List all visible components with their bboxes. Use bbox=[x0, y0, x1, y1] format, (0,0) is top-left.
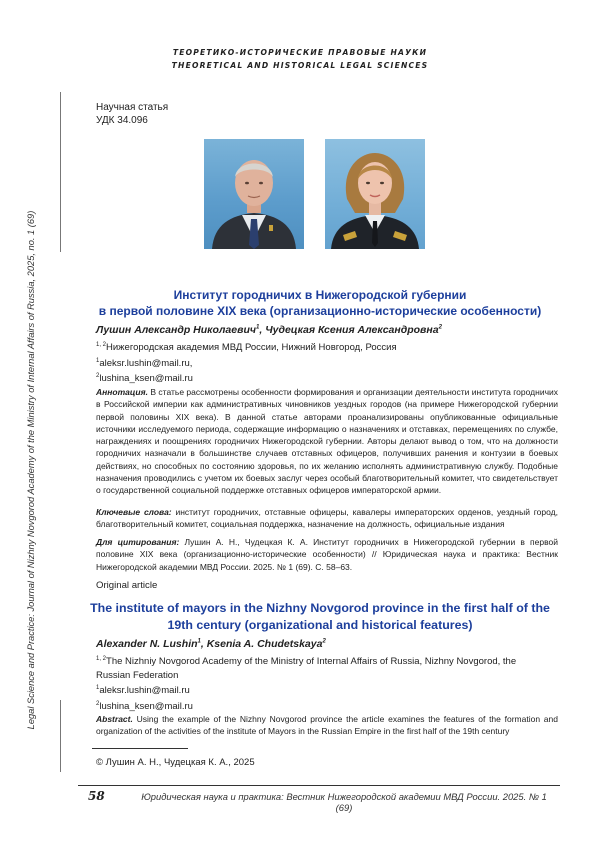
affiliation-en-org-line1: The Nizhniy Novgorod Academy of the Ministry of Internal Affairs of Russia, Nizhny Novgorod, the bbox=[106, 656, 517, 668]
side-rule-top bbox=[60, 92, 61, 252]
original-article-label: Original article bbox=[96, 580, 158, 591]
running-header bbox=[0, 46, 600, 72]
title-ru-line2: в первой половине XIX века (организационно-исторические особенности) bbox=[98, 304, 542, 318]
footer-rule bbox=[78, 785, 560, 786]
copyright-notice: © Лушин А. Н., Чудецкая К. А., 2025 bbox=[96, 757, 255, 768]
author-photo-lushin bbox=[204, 139, 304, 249]
citation-ru-text: Лушин А. Н., Чудецкая К. А. Институт городничих в Нижегородской губернии в первой половине XIX века (организационно-исторические особенности) // Юридическая наука и практика: Вестник Нижегородской академии МВД России. 2025. № 1 (69). С. 58–63. bbox=[96, 537, 558, 572]
abstract-ru-label: Аннотация. bbox=[96, 387, 148, 397]
keywords-ru bbox=[96, 506, 558, 531]
author-en-2-sup: 2 bbox=[322, 638, 326, 645]
title-en-line1: The institute of mayors in the Nizhny Novgorod province in the first half of the bbox=[90, 601, 550, 615]
affiliation-en-org-line2: Russian Federation bbox=[96, 669, 179, 681]
citation-ru-label: Для цитирования: bbox=[96, 537, 180, 547]
author-photo-chudetskaya bbox=[325, 139, 425, 249]
email1-ru-sup: 1 bbox=[96, 357, 100, 364]
journal-side-band: Legal Science and Practice: Journal of Nizhny Novgorod Academy of the Ministry of Internal Affairs of Russia, 2025, no. 1 (69) bbox=[26, 210, 36, 730]
email2-ru[interactable]: lushina_ksen@mail.ru bbox=[99, 373, 193, 385]
author-ru-1-sup: 1 bbox=[256, 324, 260, 331]
affiliation-ru bbox=[96, 339, 556, 386]
article-meta bbox=[96, 101, 168, 127]
abstract-en bbox=[96, 713, 558, 738]
section-title-ru: ТЕОРЕТИКО-ИСТОРИЧЕСКИЕ ПРАВОВЫЕ НАУКИ bbox=[172, 48, 428, 57]
email1-ru[interactable]: aleksr.lushin@mail.ru, bbox=[99, 357, 193, 369]
article-title-en bbox=[80, 600, 560, 634]
section-title-en: THEORETICAL AND HISTORICAL LEGAL SCIENCES bbox=[171, 61, 429, 70]
author-ru-2-sup: 2 bbox=[438, 324, 442, 331]
udc-code: УДК 34.096 bbox=[96, 115, 148, 126]
affiliation-ru-org: Нижегородская академия МВД России, Нижний Новгород, Россия bbox=[106, 342, 397, 354]
page-number: 58 bbox=[88, 789, 105, 803]
email2-en-sup: 2 bbox=[96, 700, 100, 707]
article-type: Научная статья bbox=[96, 102, 169, 113]
keywords-ru-label: Ключевые слова: bbox=[96, 507, 172, 517]
email1-en[interactable]: aleksr.lushin@mail.ru bbox=[99, 685, 190, 697]
article-title-ru bbox=[80, 287, 560, 319]
author-en-2: Ksenia A. Chudetskaya bbox=[206, 638, 323, 650]
affiliation-en bbox=[96, 653, 556, 713]
author-en-1-sup: 1 bbox=[197, 638, 201, 645]
side-rule-bottom bbox=[60, 700, 61, 772]
email2-en[interactable]: lushina_ksen@mail.ru bbox=[99, 700, 193, 712]
email2-ru-sup: 2 bbox=[96, 373, 100, 380]
author-en-1: Alexander N. Lushin bbox=[96, 638, 198, 650]
abstract-en-label: Abstract. bbox=[96, 714, 133, 724]
footer-journal-title: Юридическая наука и практика: Вестник Нижегородской академии МВД России. 2025. № 1 (69) bbox=[141, 791, 547, 813]
authors-ru: Лушин Александр Николаевич$^1$, Чудецкая Ксения Александровна$^2$ bbox=[96, 324, 442, 336]
abstract-ru bbox=[96, 386, 558, 497]
email1-en-sup: 1 bbox=[96, 685, 100, 692]
title-en-line2: 19th century (organizational and historical features) bbox=[167, 618, 473, 632]
title-ru-line1: Институт городничих в Нижегородской губернии bbox=[173, 288, 467, 302]
affiliation-ru-sup: 1, 2 bbox=[96, 342, 107, 348]
affiliation-en-sup: 1, 2 bbox=[96, 656, 107, 662]
footnote-rule bbox=[92, 748, 188, 749]
authors-en: Alexander N. Lushin$^1$, Ksenia A. Chudetskaya$^2$ bbox=[96, 638, 326, 650]
citation-ru bbox=[96, 536, 558, 573]
abstract-en-text: Using the example of the Nizhny Novgorod province the article examines the features of the formation and organization of the activities of the institute of Mayors in the Russian Empire in the first half of the 19th century bbox=[96, 714, 558, 737]
author-ru-1: Лушин Александр Николаевич bbox=[96, 324, 256, 336]
abstract-ru-text: В статье рассмотрены особенности формирования и организации деятельности института городничих в Российской империи как административных чиновников уездных городов (на примере Нижегородской губернии первой половины XIX века). В данной статье авторами проанализированы опубликованные официальные источники исследуемого периода, содержащие информацию о назначениях и отставках, перемещениях по службе, награждениях и поощрениях городничих Нижегородской губернии. Авторы делают вывод о том, что на должности городничих назначали в большинстве случаев отставных офицеров, получивших ранения и контузии в боевых действиях, но способных по состоянию здоровья, по их желанию исполнять административную службу. Подобные назначения проводились с учетом их боевых заслуг через особый благотворительный комитет, что свидетельствует о государственной социальной поддержке отставных офицеров императорской армии. bbox=[96, 387, 558, 496]
keywords-ru-text: институт городничих, отставные офицеры, кавалеры императорских орденов, уездный город, благотворительный комитет, социальная поддержка, назначение на должность, официальные издания bbox=[96, 507, 558, 530]
author-ru-2: Чудецкая Ксения Александровна bbox=[265, 324, 439, 336]
